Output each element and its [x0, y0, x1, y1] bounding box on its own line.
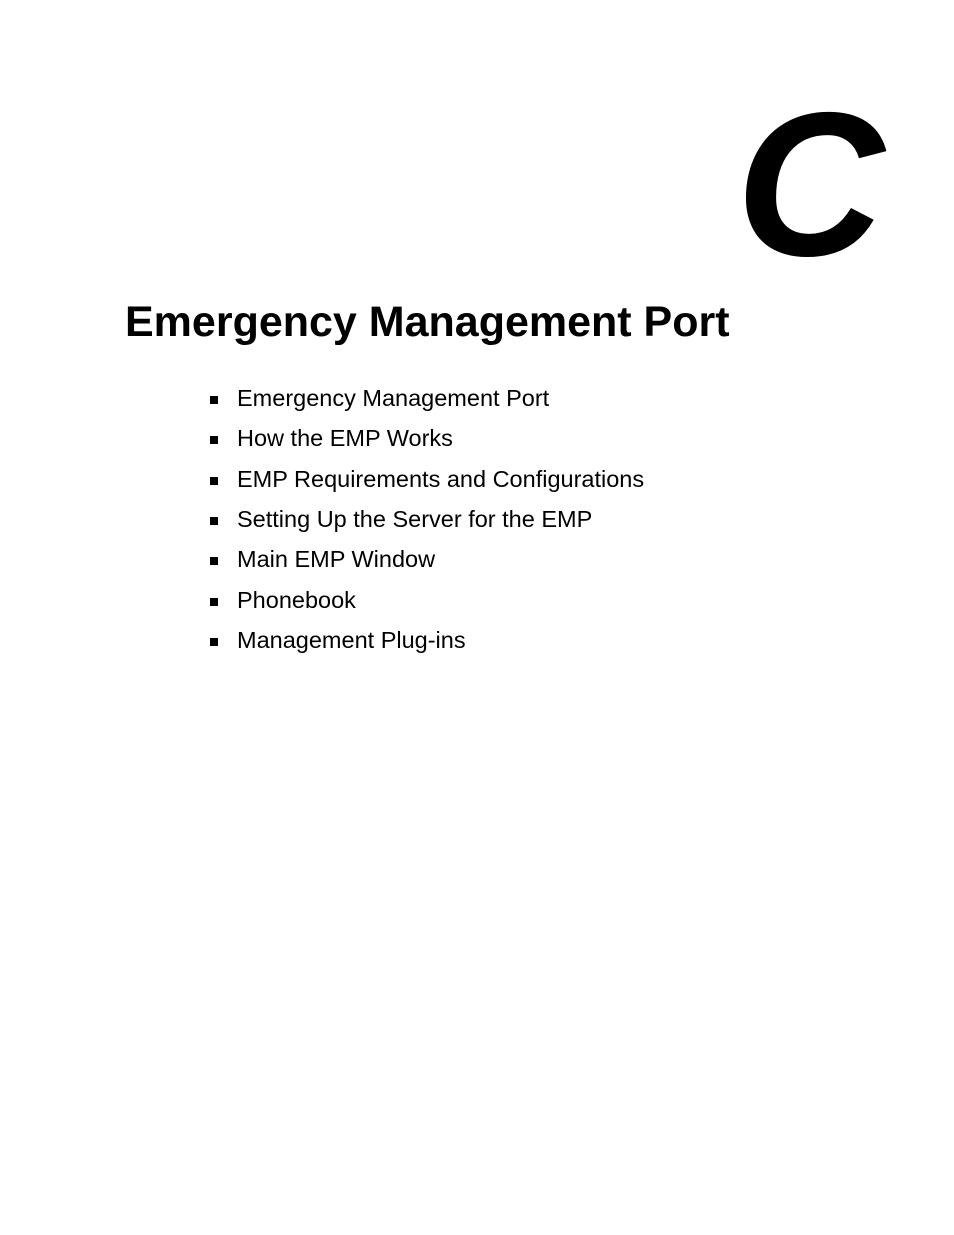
- topic-item: [210, 378, 644, 418]
- topic-label: Emergency Management Port: [237, 385, 550, 412]
- topic-item: [210, 579, 644, 619]
- topic-item: [210, 459, 644, 499]
- topic-label: EMP Requirements and Configurations: [237, 465, 645, 492]
- square-bullet-icon: [210, 477, 218, 485]
- square-bullet-icon: [210, 557, 218, 565]
- square-bullet-icon: [210, 396, 218, 404]
- topic-label: Phonebook: [237, 586, 356, 613]
- chapter-topic-list: [210, 378, 644, 660]
- chapter-title: Emergency Management Port: [125, 298, 730, 346]
- topic-item: [210, 499, 644, 539]
- topic-label: Main EMP Window: [237, 546, 436, 573]
- topic-item: [210, 418, 644, 458]
- square-bullet-icon: [210, 436, 218, 444]
- square-bullet-icon: [210, 517, 218, 525]
- topic-label: How the EMP Works: [237, 425, 453, 452]
- topic-label: Setting Up the Server for the EMP: [237, 506, 593, 533]
- topic-label: Management Plug-ins: [237, 626, 466, 653]
- topic-item: [210, 539, 644, 579]
- chapter-letter: C: [735, 70, 884, 299]
- topic-item: [210, 620, 644, 660]
- square-bullet-icon: [210, 638, 218, 646]
- square-bullet-icon: [210, 598, 218, 606]
